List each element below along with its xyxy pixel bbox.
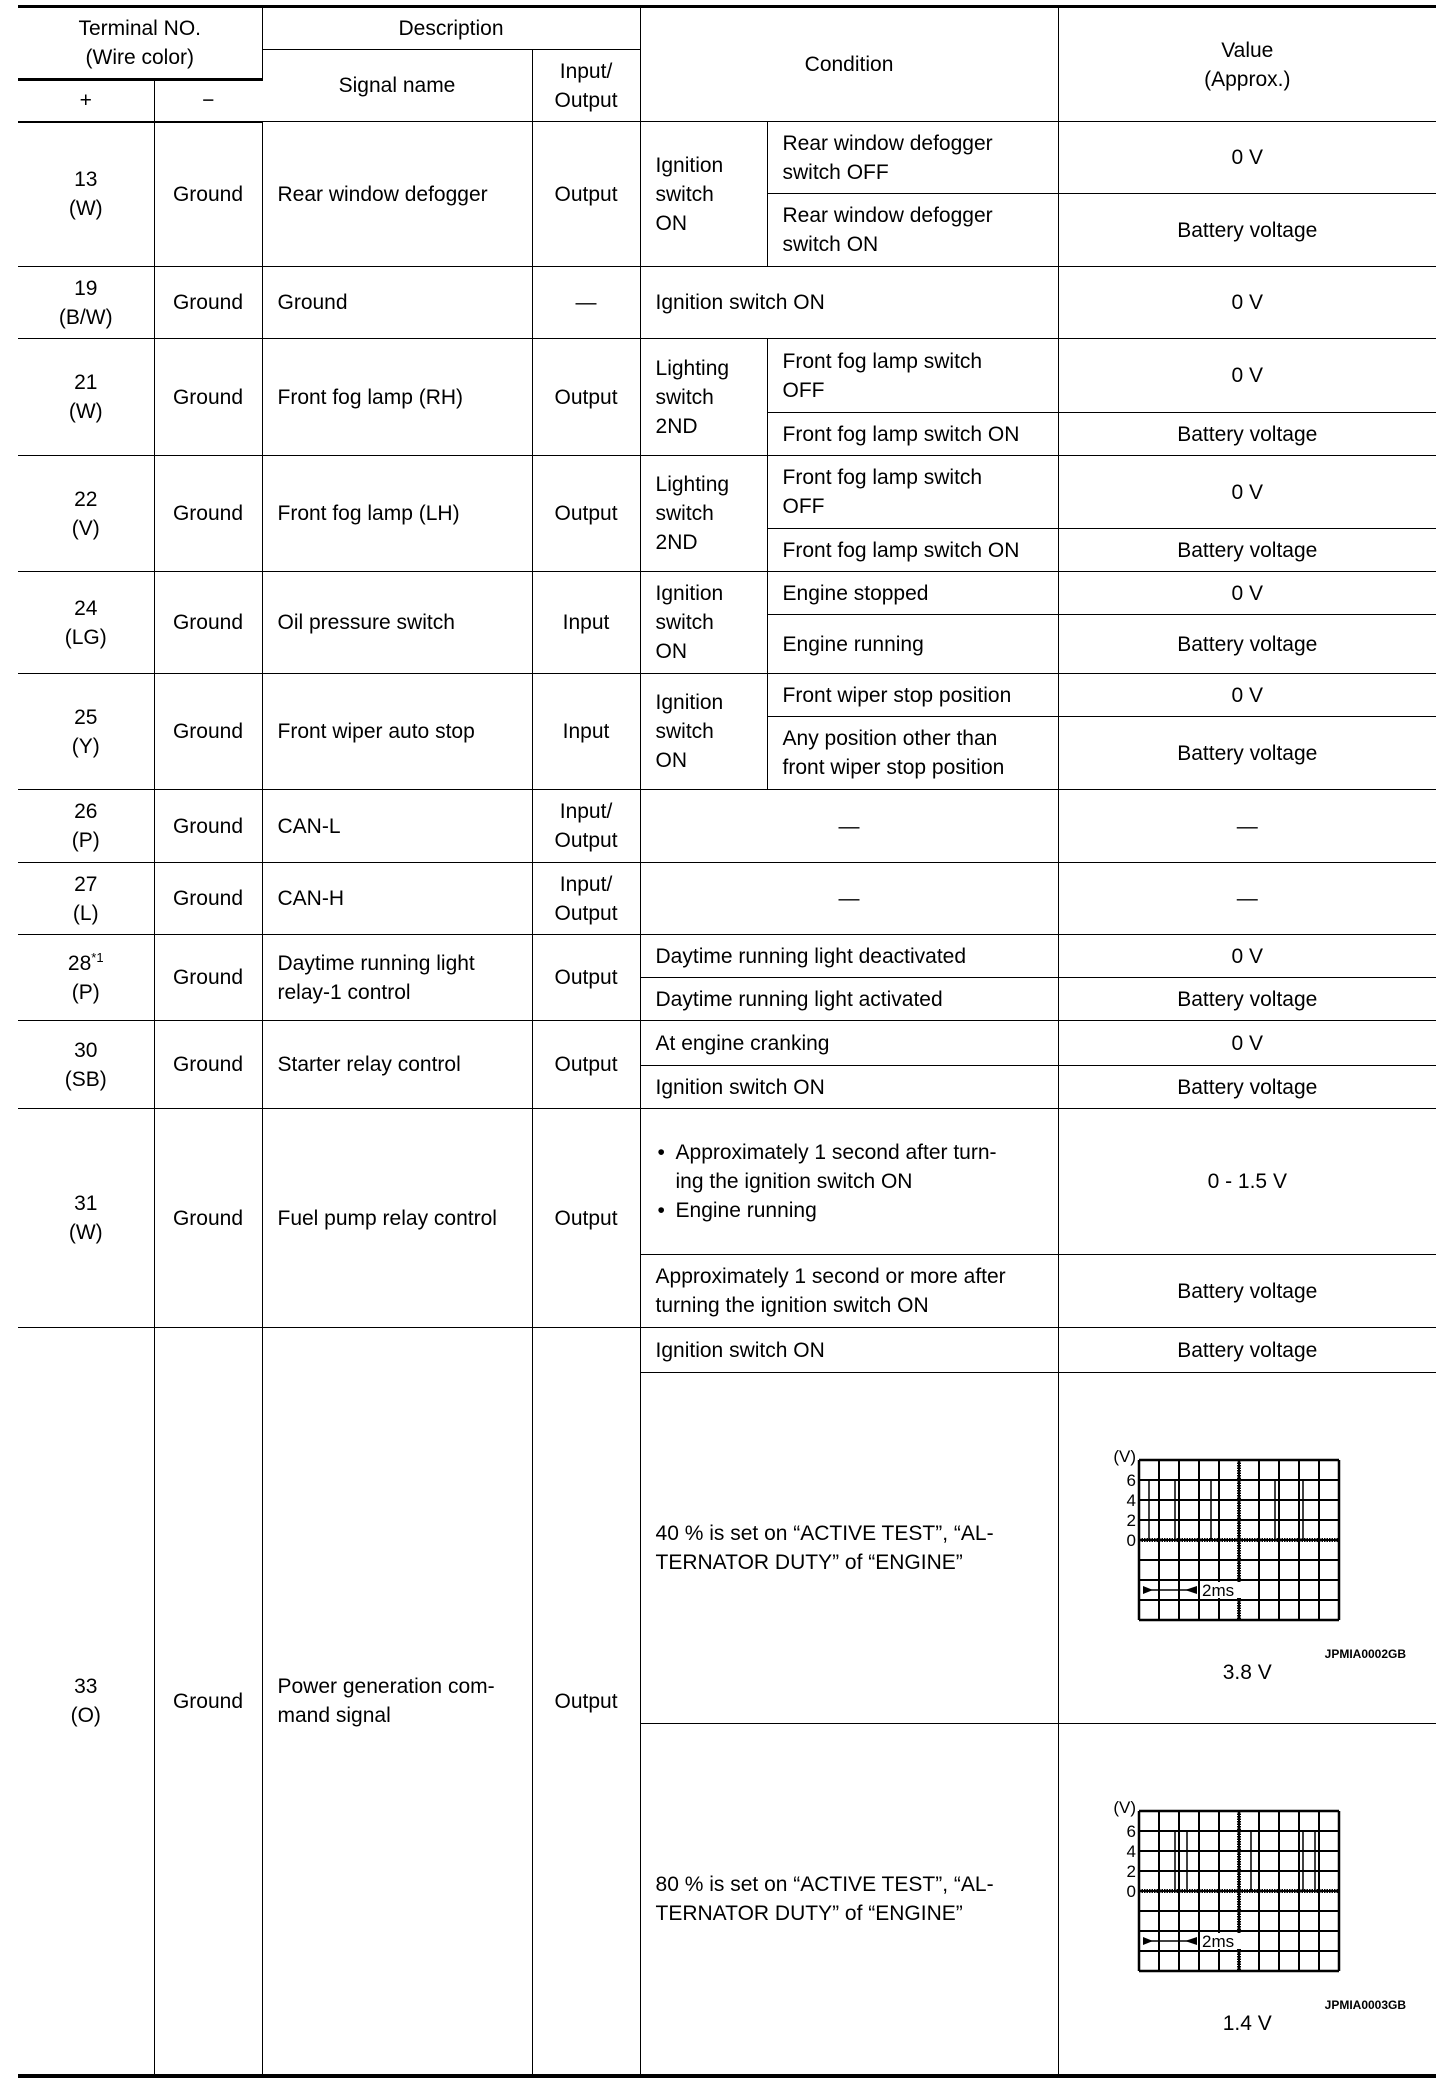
condition-main: Ignition switch ON xyxy=(640,122,767,267)
terminal-plus: 21 (W) xyxy=(18,339,154,456)
footnote-mark: *1 xyxy=(91,949,104,965)
terminal-minus: Ground xyxy=(154,572,262,674)
value: Battery voltage xyxy=(1058,529,1436,572)
condition: Approximately 1 second or more after turning the ignition switch ON xyxy=(640,1255,1058,1328)
table-row xyxy=(18,674,1436,717)
condition: Daytime running light deactivated xyxy=(640,935,1058,978)
condition-bullets xyxy=(640,1109,1058,1255)
value: — xyxy=(1058,790,1436,863)
io: Output xyxy=(532,122,640,267)
terminal-minus: Ground xyxy=(154,674,262,790)
terminal-plus: 33 (O) xyxy=(18,1328,154,2077)
terminal-minus: Ground xyxy=(154,1021,262,1109)
condition-sub: Front fog lamp switch OFF xyxy=(767,456,1058,529)
io: Input xyxy=(532,674,640,790)
table-row xyxy=(18,122,1436,194)
value: 0 V xyxy=(1058,572,1436,615)
y-tick-label: 0 xyxy=(1126,1531,1136,1550)
condition: At engine cranking xyxy=(640,1021,1058,1066)
value: Battery voltage xyxy=(1058,413,1436,456)
y-tick-label: 6 xyxy=(1126,1822,1136,1841)
condition-sub: Rear window defogger switch OFF xyxy=(767,122,1058,194)
signal-name: Front fog lamp (RH) xyxy=(262,339,532,456)
condition-sub: Any position other than front wiper stop position xyxy=(767,717,1058,790)
terminal-plus: 31 (W) xyxy=(18,1109,154,1328)
arrow-left-icon xyxy=(1185,1937,1197,1945)
value: 1.4 V xyxy=(1222,2012,1272,2035)
signal-name: Starter relay control xyxy=(262,1021,532,1109)
terminal-minus: Ground xyxy=(154,935,262,1021)
arrow-right-icon xyxy=(1143,1586,1153,1594)
condition-main: Ignition switch ON xyxy=(640,674,767,790)
io: Input/ Output xyxy=(532,790,640,863)
condition-sub: Engine stopped xyxy=(767,572,1058,615)
signal-name: Rear window defogger xyxy=(262,122,532,267)
io: Output xyxy=(532,339,640,456)
condition: 80 % is set on “ACTIVE TEST”, “AL- TERNATOR DUTY” of “ENGINE” xyxy=(640,1724,1058,2077)
terminal-plus: 13 (W) xyxy=(18,122,154,267)
io: Input xyxy=(532,572,640,674)
signal-name: CAN-L xyxy=(262,790,532,863)
condition-sub: Front wiper stop position xyxy=(767,674,1058,717)
value: 0 V xyxy=(1058,674,1436,717)
value-waveform xyxy=(1058,1373,1436,1724)
signal-name: Front fog lamp (LH) xyxy=(262,456,532,572)
table-row xyxy=(18,935,1436,978)
header-signal-name: Signal name xyxy=(262,50,532,122)
condition: 40 % is set on “ACTIVE TEST”, “AL- TERNATOR DUTY” of “ENGINE” xyxy=(640,1373,1058,1724)
condition: Ignition switch ON xyxy=(640,1328,1058,1373)
io: Output xyxy=(532,935,640,1021)
value: 0 V xyxy=(1058,267,1436,339)
waveform-chart xyxy=(1099,1438,1359,1638)
table-row xyxy=(18,863,1436,935)
waveform-chart xyxy=(1099,1789,1359,1989)
io: Output xyxy=(532,1109,640,1328)
value: Battery voltage xyxy=(1058,1255,1436,1328)
terminal-minus: Ground xyxy=(154,1109,262,1328)
value: Battery voltage xyxy=(1058,978,1436,1021)
figure-id: JPMIA0002GB xyxy=(1324,1647,1407,1661)
terminal-minus: Ground xyxy=(154,339,262,456)
table-row xyxy=(18,1328,1436,1373)
condition: — xyxy=(640,863,1058,935)
value-waveform xyxy=(1058,1724,1436,2077)
value: Battery voltage xyxy=(1058,615,1436,674)
io: Input/ Output xyxy=(532,863,640,935)
y-tick-label: 4 xyxy=(1126,1842,1136,1861)
signal-name: Oil pressure switch xyxy=(262,572,532,674)
io: Output xyxy=(532,1328,640,2077)
bullet-item: • Engine running xyxy=(676,1196,1050,1225)
y-tick-label: 6 xyxy=(1126,1471,1136,1490)
terminal-minus: Ground xyxy=(154,1328,262,2077)
terminal-minus: Ground xyxy=(154,863,262,935)
waveform-line xyxy=(1139,1480,1339,1540)
signal-name: Front wiper auto stop xyxy=(262,674,532,790)
table-row xyxy=(18,790,1436,863)
waveform-line xyxy=(1139,1831,1339,1891)
header-description: Description xyxy=(262,7,640,50)
value: 0 V xyxy=(1058,456,1436,529)
condition-sub: Engine running xyxy=(767,615,1058,674)
terminal-plus xyxy=(18,935,154,1021)
condition-sub: Front fog lamp switch ON xyxy=(767,413,1058,456)
y-axis-label: (V) xyxy=(1112,1798,1136,1817)
terminal-minus: Ground xyxy=(154,267,262,339)
header-terminal: Terminal NO. (Wire color) xyxy=(18,7,262,80)
value: 3.8 V xyxy=(1222,1661,1272,1684)
signal-name: CAN-H xyxy=(262,863,532,935)
value: 0 V xyxy=(1058,339,1436,413)
condition-main: Ignition switch ON xyxy=(640,572,767,674)
table-row xyxy=(18,572,1436,615)
y-tick-label: 2 xyxy=(1126,1862,1136,1881)
table-row xyxy=(18,1021,1436,1066)
y-axis-label: (V) xyxy=(1112,1447,1136,1466)
value: Battery voltage xyxy=(1058,194,1436,267)
value: 0 V xyxy=(1058,935,1436,978)
terminal-plus: 30 (SB) xyxy=(18,1021,154,1109)
value: 0 V xyxy=(1058,1021,1436,1066)
header-plus: + xyxy=(18,80,154,122)
terminal-plus: 22 (V) xyxy=(18,456,154,572)
time-scale-label: 2ms xyxy=(1201,1581,1234,1600)
signal-name: Daytime running light relay-1 control xyxy=(262,935,532,1021)
condition: Ignition switch ON xyxy=(640,267,1058,339)
value: — xyxy=(1058,863,1436,935)
y-tick-label: 0 xyxy=(1126,1882,1136,1901)
condition-main: Lighting switch 2ND xyxy=(640,339,767,456)
io: Output xyxy=(532,1021,640,1109)
value: Battery voltage xyxy=(1058,1066,1436,1109)
value: 0 - 1.5 V xyxy=(1058,1109,1436,1255)
header-io: Input/ Output xyxy=(532,50,640,122)
bullet-item: • Approximately 1 second after turn- ing the ignition switch ON xyxy=(676,1138,1050,1196)
terminal-minus: Ground xyxy=(154,456,262,572)
terminal-plus: 25 (Y) xyxy=(18,674,154,790)
condition-sub: Front fog lamp switch ON xyxy=(767,529,1058,572)
terminal-plus: 27 (L) xyxy=(18,863,154,935)
value: Battery voltage xyxy=(1058,717,1436,790)
signal-name: Ground xyxy=(262,267,532,339)
time-scale-label: 2ms xyxy=(1201,1932,1234,1951)
header-condition: Condition xyxy=(640,7,1058,122)
arrow-right-icon xyxy=(1143,1937,1153,1945)
condition: Daytime running light activated xyxy=(640,978,1058,1021)
table-row xyxy=(18,339,1436,413)
header-minus: − xyxy=(154,80,262,122)
table-row xyxy=(18,267,1436,339)
y-tick-label: 2 xyxy=(1126,1511,1136,1530)
condition: Ignition switch ON xyxy=(640,1066,1058,1109)
condition-main: Lighting switch 2ND xyxy=(640,456,767,572)
value: 0 V xyxy=(1058,122,1436,194)
terminal-plus: 24 (LG) xyxy=(18,572,154,674)
arrow-left-icon xyxy=(1185,1586,1197,1594)
terminal-minus: Ground xyxy=(154,122,262,267)
value: Battery voltage xyxy=(1058,1328,1436,1373)
condition-sub: Front fog lamp switch OFF xyxy=(767,339,1058,413)
signal-name: Power generation com- mand signal xyxy=(262,1328,532,2077)
signal-name: Fuel pump relay control xyxy=(262,1109,532,1328)
terminal-plus: 26 (P) xyxy=(18,790,154,863)
terminal-plus: 19 (B/W) xyxy=(18,267,154,339)
figure-id: JPMIA0003GB xyxy=(1324,1998,1407,2012)
condition: — xyxy=(640,790,1058,863)
io: Output xyxy=(532,456,640,572)
y-tick-label: 4 xyxy=(1126,1491,1136,1510)
wire-color: (P) xyxy=(71,980,100,1004)
table-row xyxy=(18,456,1436,529)
terminal-table xyxy=(18,5,1436,2078)
condition-sub: Rear window defogger switch ON xyxy=(767,194,1058,267)
header-value: Value (Approx.) xyxy=(1058,7,1436,122)
io: — xyxy=(532,267,640,339)
table-row xyxy=(18,1109,1436,1255)
terminal-minus: Ground xyxy=(154,790,262,863)
terminal-number: 28 xyxy=(67,951,92,975)
